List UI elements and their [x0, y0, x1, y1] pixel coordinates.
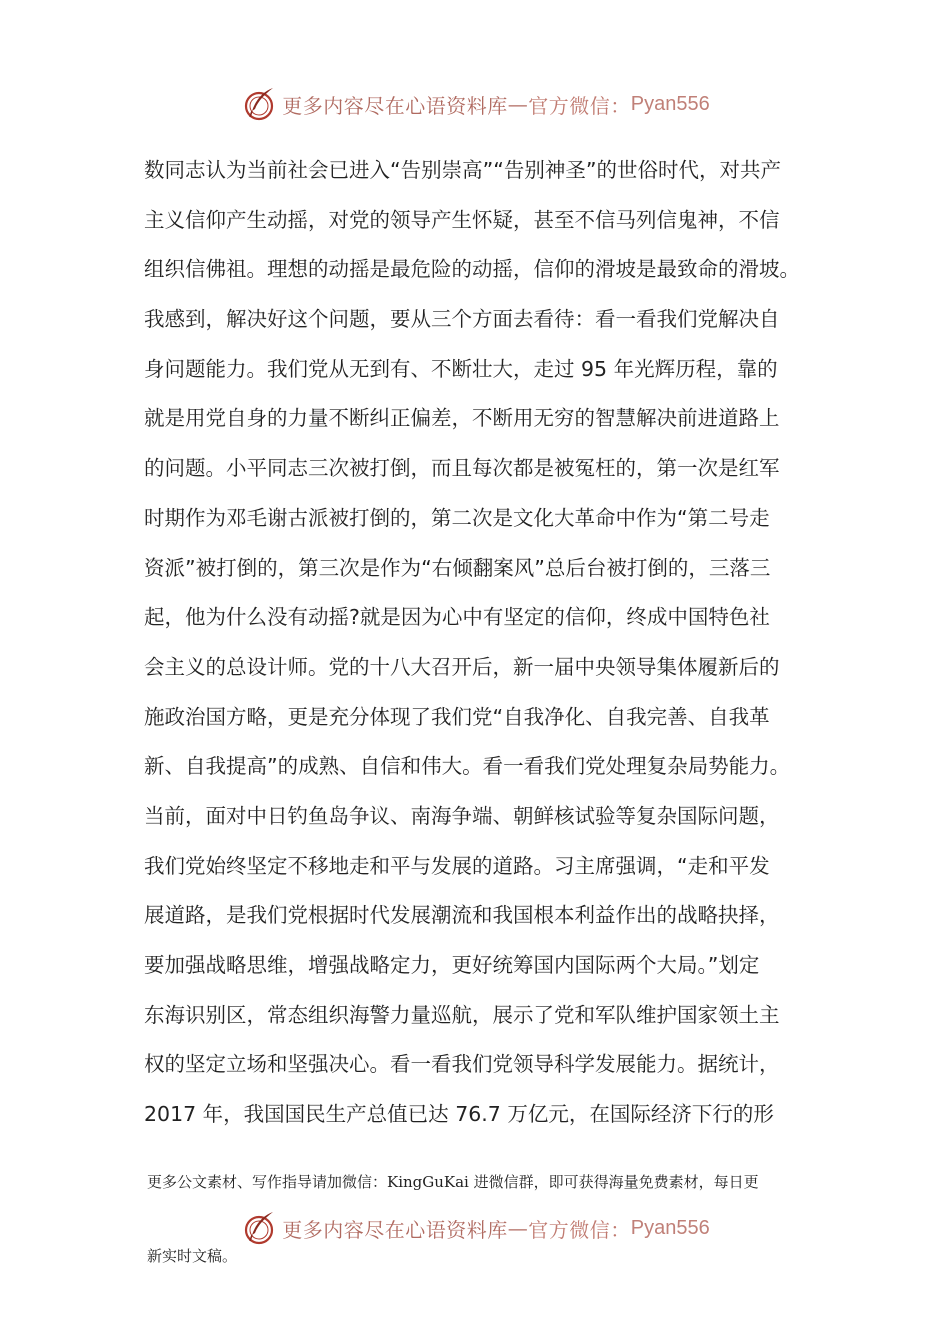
banner-wechat-label: 官方微信： — [528, 93, 631, 118]
banner-wechat-label: 官方微信： — [528, 1217, 631, 1242]
body-line: 权的坚定立场和坚强决心。看一看我们党领导科学发展能力。据统计， — [144, 1052, 780, 1077]
footer-banner — [0, 1206, 950, 1250]
body-line: 组织信佛祖。理想的动摇是最危险的动摇，信仰的滑坡是最致命的滑坡。 — [144, 257, 800, 282]
footer-promo-line-2: 新实时文稿。 — [147, 1247, 238, 1265]
banner-wechat-id: Pyan556 — [630, 92, 710, 115]
document-body — [144, 146, 816, 1140]
body-line: 主义信仰产生动摇，对党的领导产生怀疑，甚至不信马列信鬼神，不信 — [144, 207, 780, 232]
body-line: 的问题。小平同志三次被打倒，而且每次都是被冤枉的，第一次是红军 — [144, 456, 780, 481]
body-line: 我们党始终坚定不移地走和平与发展的道路。习主席强调，“走和平发 — [144, 853, 770, 878]
quill-pen-logo-icon — [240, 1209, 278, 1247]
body-line: 起，他为什么没有动摇?就是因为心中有坚定的信仰，终成中国特色社 — [144, 605, 770, 630]
body-line: 展道路，是我们党根据时代发展潮流和我国根本利益作出的战略抉择， — [144, 903, 780, 928]
body-line: 身问题能力。我们党从无到有、不断壮大，走过 95 年光辉历程，靠的 — [144, 356, 778, 381]
banner-wechat-id: Pyan556 — [630, 1216, 710, 1239]
body-line: 就是用党自身的力量不断纠正偏差，不断用无穷的智慧解决前进道路上 — [144, 406, 780, 431]
body-line: 施政治国方略，更是充分体现了我们党“自我净化、自我完善、自我革 — [144, 704, 770, 729]
body-line: 资派”被打倒的，第三次是作为“右倾翻案风”总后台被打倒的，三落三 — [144, 555, 771, 580]
body-line: 当前，面对中日钓鱼岛争议、南海争端、朝鲜核试验等复杂国际问题， — [144, 803, 780, 828]
banner-title: 更多内容尽在心语资料库 — [282, 93, 508, 118]
body-line: 新、自我提高”的成熟、自信和伟大。看一看我们党处理复杂局势能力。 — [144, 754, 791, 779]
banner-dash: — — [507, 92, 529, 116]
body-line: 2017 年，我国国民生产总值已达 76.7 万亿元，在国际经济下行的形 — [144, 1102, 774, 1127]
body-line: 要加强战略思维，增强战略定力，更好统筹国内国际两个大局。”划定 — [144, 953, 760, 977]
banner-dash: — — [507, 1216, 529, 1240]
body-line: 数同志认为当前社会已进入“告别崇高”“告别神圣”的世俗时代，对共产 — [144, 158, 781, 182]
body-line: 会主义的总设计师。党的十八大召开后，新一届中央领导集体履新后的 — [144, 654, 780, 679]
footer-promo-line-1: 更多公文素材、写作指导请加微信：KingGuKai 进微信群，即可获得海量免费素材，每日更 — [147, 1173, 759, 1191]
header-banner — [0, 82, 950, 126]
banner-title: 更多内容尽在心语资料库 — [282, 1217, 508, 1242]
quill-pen-logo-icon — [240, 85, 278, 123]
body-line: 时期作为邓毛谢古派被打倒的，第二次是文化大革命中作为“第二号走 — [144, 505, 770, 530]
body-line: 东海识别区，常态组织海警力量巡航，展示了党和军队维护国家领土主 — [144, 1002, 780, 1027]
body-line: 我感到，解决好这个问题，要从三个方面去看待：看一看我们党解决自 — [144, 307, 780, 332]
